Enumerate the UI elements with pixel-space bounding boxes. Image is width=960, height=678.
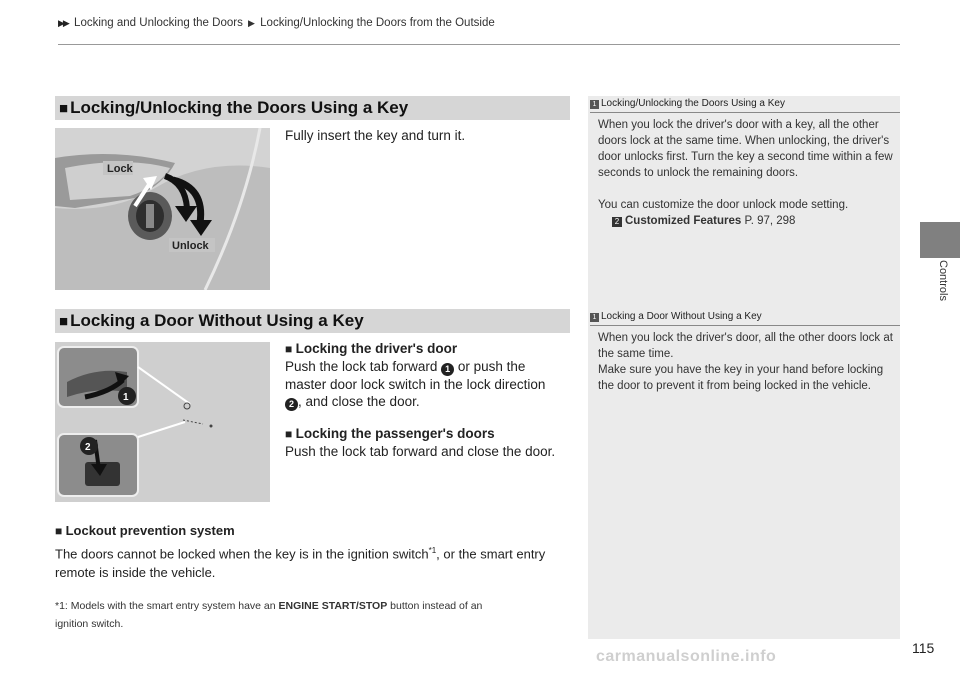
lockout-block: [55, 521, 575, 582]
driver-door-heading: ■ Locking the driver's door: [285, 341, 458, 356]
note-icon: 1: [590, 100, 599, 109]
chapter-tab-label: Controls: [937, 260, 949, 301]
passenger-door-heading: ■ Locking the passenger's doors: [285, 426, 495, 441]
header-divider: [58, 44, 900, 45]
callout-2-label: 2: [85, 442, 91, 453]
square-bullet-icon: ■: [285, 427, 296, 441]
square-bullet-icon: ■: [285, 342, 296, 356]
lock-label: Lock: [107, 163, 133, 175]
square-bullet-icon: ■: [59, 313, 69, 330]
square-bullet-icon: ■: [59, 100, 69, 117]
note1-title: 1 Locking/Unlocking the Doors Using a Key: [590, 98, 900, 109]
lockout-heading: ■ Lockout prevention system: [55, 523, 235, 538]
note2-title: 1 Locking a Door Without Using a Key: [590, 311, 900, 322]
callout-1-icon: 1: [441, 363, 454, 376]
watermark: carmanualsonline.info: [596, 648, 777, 665]
section1-text: Fully insert the key and turn it.: [285, 128, 466, 143]
note2-body: When you lock the driver's door, all the other doors lock at the same time. Make sure you have the key in your hand before locking the door to prevent it from being locked in the vehicle.: [598, 332, 893, 392]
driver-door-block: [285, 340, 575, 411]
callout-2-icon: 2: [285, 398, 298, 411]
page-number: 115: [912, 640, 935, 656]
arrow-icon: ▶: [62, 18, 67, 28]
passenger-door-text: Push the lock tab forward and close the door.: [285, 444, 556, 459]
callout-1-label: 1: [123, 392, 129, 403]
breadcrumb-item-1[interactable]: Locking and Unlocking the Doors: [74, 17, 243, 29]
section-heading-key: ■ Locking/Unlocking the Doors Using a Key: [55, 96, 570, 120]
passenger-door-block: [285, 425, 580, 460]
square-bullet-icon: ■: [55, 524, 66, 538]
note1-link-line: 2 Customized Features P. 97, 298: [598, 213, 893, 229]
note1-divider: [590, 112, 900, 113]
unlock-label: Unlock: [172, 240, 209, 252]
footnote: *1: Models with the smart entry system have an ENGINE START/STOP button instead of an ignition switch.: [55, 600, 483, 630]
note-icon: 1: [590, 313, 599, 322]
key-lock-illustration: [55, 128, 270, 290]
note1-body: When you lock the driver's door with a key, all the other doors lock at the same time. When unlocking, the driver's door unlocks first. Turn the key a second time within a few seconds to unlock the remaining doors. You can customize the door unlock mode setting. 2 Customized Features P. 97, 298: [598, 119, 893, 227]
footnote-ref[interactable]: *1: [428, 546, 437, 555]
chapter-tab[interactable]: [920, 222, 960, 258]
link-arrow-icon: 2: [612, 217, 622, 227]
breadcrumb-item-2[interactable]: Locking/Unlocking the Doors from the Outside: [260, 17, 495, 29]
arrow-icon: ▶: [248, 18, 255, 28]
driver-door-text: Push the lock tab forward 1 or push the master door lock switch in the lock direction 2 , and close the door.: [285, 359, 546, 409]
door-lock-tab-illustration: [55, 342, 270, 502]
arrow-icon: ▶: [58, 18, 62, 28]
section-heading-without-key: ■ Locking a Door Without Using a Key: [55, 309, 570, 333]
breadcrumb: [58, 17, 900, 29]
customized-features-link[interactable]: Customized Features: [625, 215, 742, 227]
note2-divider: [590, 325, 900, 326]
lockout-text: The doors cannot be locked when the key is in the ignition switch$^{*1}$, or the smart entry remote is inside the vehicle.: [55, 546, 546, 581]
